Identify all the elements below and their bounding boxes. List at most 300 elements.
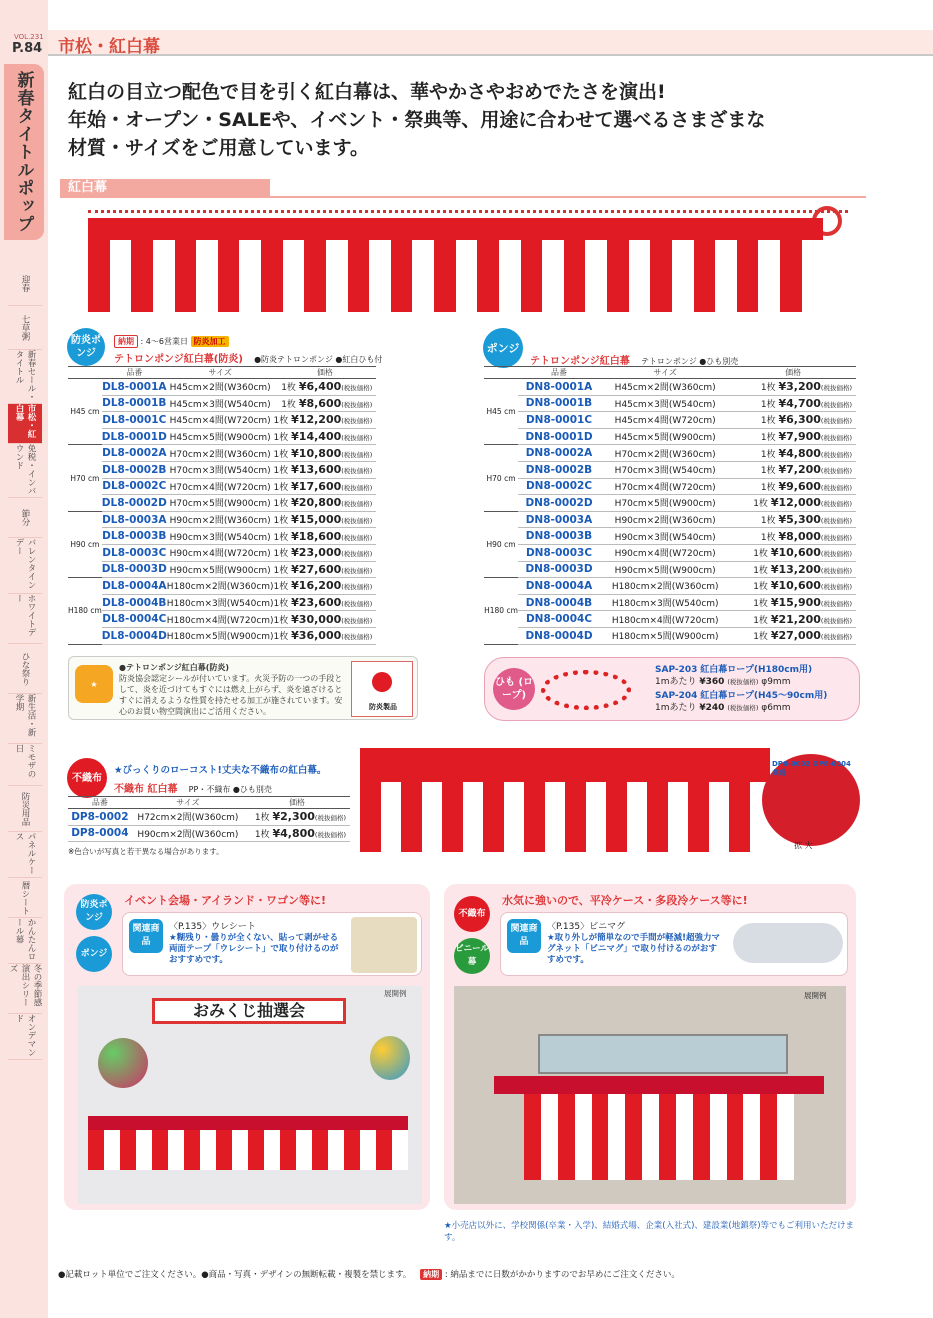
product-code: DL8-0002D	[102, 495, 167, 512]
lead-time-text: : 4〜6営業日	[140, 337, 188, 346]
price-value: ¥2,300	[272, 810, 315, 824]
price-tax: (税抜価格)	[341, 633, 373, 642]
sidebar-item-label: 節分	[20, 509, 30, 526]
product-size: H90cm×4間(W720cm)	[600, 544, 730, 561]
volume-label: VOL.231	[14, 33, 44, 41]
color-note: ※色合いが写真と若干異なる場合があります。	[68, 847, 224, 856]
rope-item-2	[655, 690, 827, 714]
table-header	[484, 367, 856, 379]
stripe	[504, 782, 525, 852]
product-code: DL8-0004D	[102, 627, 167, 644]
related-desc: ★糊残り・曇りが全くない、貼って剥がせる両面テープ「ウレシート」で取り付けるのがおすすめです。	[169, 933, 339, 965]
stripe	[483, 782, 504, 852]
product-price	[274, 611, 377, 628]
footer-lead-label: 納期	[420, 1269, 442, 1280]
stripe	[152, 1130, 168, 1170]
price-tax: (税抜価格)	[820, 616, 852, 625]
table-row	[484, 495, 856, 512]
flame-cert-caption: 防炎製品	[369, 703, 397, 711]
price-value: ¥4,800	[778, 446, 821, 460]
product-size: H70cm×4間(W720cm)	[167, 478, 274, 495]
product-code: DL8-0001C	[102, 412, 167, 429]
badge-flame-ponji-small: 防炎ポンジ	[76, 894, 112, 930]
stripe	[344, 1130, 360, 1170]
stripe	[650, 240, 672, 312]
lead-time-row	[114, 336, 229, 347]
price-value: ¥15,000	[291, 513, 342, 527]
flame-tag: 防炎加工	[191, 336, 229, 347]
lead-line: 紅白の目立つ配色で目を引く紅白幕は、華やかさやおめでたさを演出!	[68, 81, 666, 103]
sidebar-item-label: パネルケース	[14, 832, 36, 875]
stripe	[131, 240, 153, 312]
stripe	[585, 240, 607, 312]
product-size: H90cm×5間(W900cm)	[167, 561, 274, 578]
nonwoven-banner-image	[360, 748, 770, 782]
stripe	[412, 240, 434, 312]
usage-headline: イベント会場・アイランド・ワゴン等に!	[124, 894, 327, 907]
stripe	[261, 240, 283, 312]
product-name: 不織布 紅白幕	[114, 784, 178, 795]
table-row	[68, 495, 376, 512]
price-value: ¥16,200	[291, 579, 342, 593]
product-code: DN8-0001C	[518, 412, 600, 429]
table-row	[68, 412, 376, 429]
stripe	[524, 782, 545, 852]
zoom-image	[762, 754, 860, 846]
product-size: H90cm×4間(W720cm)	[167, 544, 274, 561]
price-unit: 1枚	[760, 449, 776, 460]
product-price	[274, 478, 377, 495]
stripe	[545, 782, 566, 852]
badge-nonwoven-small: 不織布	[454, 896, 490, 932]
table-row	[484, 611, 856, 628]
product-size: H45cm×2間(W360cm)	[167, 379, 274, 396]
stripe	[326, 240, 348, 312]
stripe	[688, 782, 709, 852]
stripe	[88, 240, 110, 312]
product-price	[274, 461, 377, 478]
table-row	[68, 578, 376, 595]
rope-name: 紅白幕ロープ(H45〜90cm用)	[700, 691, 828, 701]
stripe	[564, 240, 586, 312]
stripe	[328, 1130, 344, 1170]
sidebar-item[interactable]	[8, 832, 42, 878]
product-code: DN8-0001A	[518, 379, 600, 396]
stripe	[672, 240, 694, 312]
flame-cert-icon	[372, 672, 392, 692]
price-value: ¥7,200	[778, 463, 821, 477]
stripe	[456, 240, 478, 312]
table-row	[484, 461, 856, 478]
product-price	[730, 594, 856, 611]
stripe	[743, 1094, 760, 1180]
stripe	[110, 240, 132, 312]
product-code: DN8-0003D	[518, 561, 600, 578]
price-tax: (税抜価格)	[341, 517, 373, 526]
zoom-label: DP8-0002 DP8-0004共通	[772, 760, 851, 777]
product-size: H45cm×4間(W720cm)	[167, 412, 274, 429]
usage-right-panel	[444, 884, 856, 1210]
sidebar-item-label: 免税・インバウンド	[14, 444, 36, 495]
product-size: H90cm×2間(W360cm)	[132, 825, 244, 842]
stripe	[248, 1130, 264, 1170]
product-code: DN8-0001B	[518, 395, 600, 412]
kohaku-banner-stripes	[88, 240, 823, 312]
price-unit: 1枚	[760, 532, 776, 543]
sidebar-item[interactable]	[8, 262, 42, 306]
price-value: ¥10,600	[770, 546, 821, 560]
product-title-row	[530, 352, 738, 367]
sidebar-item[interactable]	[8, 498, 42, 538]
price-unit: 1枚	[281, 399, 296, 410]
product-size: H70cm×2間(W360cm)	[167, 445, 274, 462]
stripe	[477, 240, 499, 312]
header-cell: サイズ	[132, 797, 244, 809]
product-spec: PP・不織布 ●ひも別売	[188, 785, 272, 794]
sidebar-item-label: バレンタインデー	[14, 538, 36, 589]
sidebar-item[interactable]	[8, 594, 42, 644]
price-value: ¥21,200	[770, 612, 821, 626]
table-row	[68, 809, 350, 826]
price-value: ¥5,300	[778, 513, 821, 527]
stripe	[381, 782, 402, 852]
header-cell: 価格	[730, 367, 856, 379]
header-cell	[484, 367, 518, 379]
product-price	[244, 825, 350, 842]
table-row	[68, 825, 350, 842]
price-unit: 1枚	[760, 482, 776, 493]
product-price	[274, 594, 377, 611]
price-value: ¥20,800	[291, 496, 342, 510]
price-unit: 1枚	[273, 549, 289, 560]
table-row	[68, 627, 376, 644]
price-value: ¥23,600	[291, 596, 342, 610]
product-code: DN8-0003A	[518, 511, 600, 528]
price-tax: (税抜価格)	[820, 384, 852, 393]
case-top-red	[494, 1076, 824, 1094]
product-title-row	[114, 350, 382, 365]
stripe	[360, 782, 381, 852]
sidebar-item[interactable]	[8, 964, 42, 1014]
product-price	[730, 578, 856, 595]
price-value: ¥3,200	[778, 380, 821, 394]
sidebar-item-label: 市松・紅白幕	[14, 404, 36, 438]
price-tax: (税抜価格)	[341, 450, 373, 459]
price-tax: (税抜価格)	[341, 467, 373, 476]
sidebar-item[interactable]	[8, 644, 42, 694]
price-value: ¥15,900	[770, 596, 821, 610]
table-row	[484, 412, 856, 429]
table-row	[68, 594, 376, 611]
stripe	[153, 240, 175, 312]
product-price	[274, 578, 377, 595]
badge-nonwoven: 不織布	[67, 758, 107, 798]
product-code: DL8-0002A	[102, 445, 167, 462]
rope-tax: (税抜価格)	[727, 678, 759, 686]
stripe	[780, 240, 802, 312]
sidebar-item[interactable]	[8, 744, 42, 786]
group-label: H45 cm	[484, 379, 518, 445]
product-size: H70cm×5間(W900cm)	[167, 495, 274, 512]
stripe	[422, 782, 443, 852]
group-label: H90 cm	[484, 511, 518, 577]
stripe	[758, 240, 780, 312]
price-tax: (税抜価格)	[820, 566, 852, 575]
rope-unit: 1mあたり	[655, 677, 697, 687]
balloons-image	[370, 1036, 410, 1080]
sidebar-item-label: 冬の季節感演出シリーズ	[8, 964, 42, 1007]
product-code: DN8-0004C	[518, 611, 600, 628]
stripe	[264, 1130, 280, 1170]
event-photo	[78, 986, 422, 1204]
rope-code: SAP-204	[655, 691, 698, 701]
stripe	[737, 240, 759, 312]
stripe	[676, 1094, 693, 1180]
sidebar-item[interactable]	[8, 694, 42, 744]
price-unit: 1枚	[760, 383, 776, 394]
price-value: ¥12,000	[770, 496, 821, 510]
price-unit: 1枚	[273, 482, 289, 493]
usage-left-panel	[64, 884, 430, 1210]
sidebar-item[interactable]	[8, 444, 42, 498]
sidebar-item[interactable]	[8, 306, 42, 350]
sidebar-item[interactable]	[8, 918, 42, 964]
stripe	[463, 782, 484, 852]
product-price	[730, 544, 856, 561]
table-row	[68, 395, 376, 412]
price-value: ¥13,600	[291, 463, 342, 477]
sidebar-item[interactable]	[8, 878, 42, 918]
price-tax: (税抜価格)	[820, 533, 852, 542]
example-label: 展開例	[384, 989, 407, 998]
price-table-nonwoven	[68, 796, 350, 842]
price-value: ¥10,600	[770, 579, 821, 593]
binimag-image	[733, 923, 843, 963]
stripe	[283, 240, 305, 312]
counter-top	[88, 1116, 408, 1130]
sidebar-item-label: 七草粥	[20, 314, 30, 341]
product-size: H90cm×2間(W360cm)	[600, 511, 730, 528]
stripe	[710, 1094, 727, 1180]
nonwoven-banner-stripes	[360, 782, 770, 852]
badge-vinyl: ビニール幕	[454, 938, 490, 974]
footer-text: ●記載ロット単位でご注文ください。●商品・写真・デザインの無断転載・複製を禁じます。	[58, 1270, 412, 1280]
related-desc: ★取り外しが簡単なので手間が軽減!超強力マグネット「ビニマグ」で取り付けるのがおすすめです。	[547, 933, 720, 965]
product-price	[274, 428, 377, 445]
price-tax: (税抜価格)	[341, 600, 373, 609]
banner-rope	[88, 210, 848, 216]
stripe	[606, 782, 627, 852]
product-size: H70cm×5間(W900cm)	[600, 495, 730, 512]
product-size: H70cm×3間(W540cm)	[167, 461, 274, 478]
product-size: H72cm×2間(W360cm)	[132, 809, 244, 826]
sidebar-item[interactable]	[8, 404, 42, 444]
product-price	[274, 395, 377, 412]
table-row	[484, 544, 856, 561]
price-value: ¥12,200	[291, 413, 342, 427]
product-size: H45cm×4間(W720cm)	[600, 412, 730, 429]
price-unit: 1枚	[760, 516, 776, 527]
price-tax: (税抜価格)	[820, 483, 852, 492]
product-code: DL8-0001B	[102, 395, 167, 412]
stripe	[360, 1130, 376, 1170]
product-code: DL8-0004A	[102, 578, 167, 595]
stripe	[175, 240, 197, 312]
sidebar-item[interactable]	[8, 786, 42, 832]
product-code: DN8-0001D	[518, 428, 600, 445]
stripe	[760, 1094, 777, 1180]
table-row	[68, 611, 376, 628]
product-name: テトロンポンジ紅白幕	[530, 356, 630, 367]
page-number: P.84	[12, 41, 43, 56]
section-label: 紅白幕	[60, 179, 270, 197]
sidebar-item-label: ホワイトデー	[14, 594, 36, 637]
badge-flame-ponji: 防炎ポンジ	[67, 328, 105, 366]
product-code: DL8-0004B	[102, 594, 167, 611]
product-size: H90cm×2間(W360cm)	[167, 511, 274, 528]
sidebar-item[interactable]	[8, 350, 42, 404]
price-tax: (税抜価格)	[820, 400, 852, 409]
stripe	[586, 782, 607, 852]
product-spec: テトロンポンジ ●ひも別売	[640, 357, 739, 366]
product-size: H180cm×3間(W540cm)	[167, 594, 274, 611]
product-size: H45cm×2間(W360cm)	[600, 379, 730, 396]
price-tax: (税抜価格)	[341, 400, 373, 409]
price-unit: 1枚	[273, 632, 289, 643]
stripe	[136, 1130, 152, 1170]
lead-time-label: 納期	[114, 335, 138, 348]
product-code: DN8-0003B	[518, 528, 600, 545]
price-value: ¥4,700	[778, 396, 821, 410]
price-tax: (税抜価格)	[341, 384, 373, 393]
kohaku-banner-image	[88, 218, 823, 240]
header-cell: サイズ	[600, 367, 730, 379]
stripe	[777, 1094, 794, 1180]
price-unit: 1枚	[273, 565, 289, 576]
sidebar-item[interactable]	[8, 1014, 42, 1060]
product-size: H70cm×3間(W540cm)	[600, 461, 730, 478]
product-code: DN8-0002D	[518, 495, 600, 512]
product-price	[730, 511, 856, 528]
product-size: H90cm×5間(W900cm)	[600, 561, 730, 578]
rope-price: ¥240	[699, 703, 725, 713]
group-label: H90 cm	[68, 511, 102, 577]
related-box	[500, 912, 848, 976]
stripe	[647, 782, 668, 852]
product-price	[730, 478, 856, 495]
header-cell: 品番	[518, 367, 600, 379]
price-value: ¥23,000	[291, 546, 342, 560]
rope-image	[541, 670, 631, 710]
price-unit: 1枚	[753, 565, 768, 576]
price-unit: 1枚	[273, 499, 289, 510]
price-tax: (税抜価格)	[341, 434, 373, 443]
related-ref: 〈P.135〉ビニマグ	[547, 922, 626, 932]
stripe	[694, 240, 716, 312]
product-size: H180cm×5間(W900cm)	[167, 627, 274, 644]
related-ref: 〈P.135〉ウレシート	[169, 922, 256, 932]
rope-tax: (税抜価格)	[727, 704, 759, 712]
group-label: H180 cm	[484, 578, 518, 644]
header-cell	[68, 367, 102, 379]
price-tax: (税抜価格)	[341, 616, 373, 625]
rope-diameter: φ9mm	[761, 677, 791, 687]
group-label: H45 cm	[68, 379, 102, 445]
table-row	[484, 478, 856, 495]
price-tax: (税抜価格)	[820, 550, 852, 559]
product-code: DN8-0004D	[518, 627, 600, 644]
zoom-caption: 拡 大	[794, 841, 813, 850]
product-code: DL8-0003A	[102, 511, 167, 528]
product-size: H180cm×5間(W900cm)	[600, 627, 730, 644]
footer-text: : 納品までに日数がかかりますのでお早めにご注文ください。	[444, 1270, 680, 1280]
counter-kohaku-stripes	[88, 1130, 408, 1170]
rope-code: SAP-203	[655, 665, 698, 675]
stripe	[542, 240, 564, 312]
price-unit: 1枚	[254, 813, 270, 824]
product-price	[730, 428, 856, 445]
price-unit: 1枚	[753, 632, 768, 643]
table-row	[484, 627, 856, 644]
price-tax: (税抜価格)	[341, 583, 373, 592]
sidebar-item[interactable]	[8, 538, 42, 594]
price-unit: 1枚	[273, 599, 289, 610]
rope-badge: ひも (ロープ)	[493, 668, 535, 710]
price-value: ¥36,000	[291, 629, 342, 643]
stripe	[629, 240, 651, 312]
product-code: DN8-0002B	[518, 461, 600, 478]
price-unit: 1枚	[281, 383, 296, 394]
price-tax: (税抜価格)	[820, 517, 852, 526]
rope-item-1	[655, 664, 812, 688]
product-price	[274, 379, 377, 396]
price-value: ¥18,600	[291, 529, 342, 543]
product-price	[730, 528, 856, 545]
sidebar-item-label: ミモザの日	[14, 744, 36, 778]
lead-line: 年始・オープン・SALEや、イベント・祭典等、用途に合わせて選べるさまざまな	[68, 109, 766, 131]
price-unit: 1枚	[273, 582, 289, 593]
product-size: H70cm×2間(W360cm)	[600, 445, 730, 462]
flame-certificate-label	[351, 661, 413, 717]
price-table-left	[68, 366, 376, 645]
stripe	[608, 1094, 625, 1180]
price-tax: (税抜価格)	[314, 830, 346, 839]
group-label: H70 cm	[68, 445, 102, 511]
stripe	[729, 782, 750, 852]
example-label: 展開例	[804, 991, 827, 1000]
product-code: DN8-0002C	[518, 478, 600, 495]
product-size: H180cm×4間(W720cm)	[167, 611, 274, 628]
price-value: ¥30,000	[291, 612, 342, 626]
table-row	[484, 528, 856, 545]
stripe	[693, 1094, 710, 1180]
price-unit: 1枚	[273, 615, 289, 626]
product-size: H180cm×2間(W360cm)	[600, 578, 730, 595]
table-row	[68, 528, 376, 545]
product-code: DL8-0002B	[102, 461, 167, 478]
product-name: テトロンポンジ紅白幕(防炎)	[114, 354, 243, 365]
stripe	[521, 240, 543, 312]
product-size: H180cm×2間(W360cm)	[167, 578, 274, 595]
related-badge: 関連商品	[129, 919, 163, 953]
price-tax: (税抜価格)	[341, 417, 373, 426]
product-code: DN8-0004A	[518, 578, 600, 595]
group-label: H180 cm	[68, 578, 102, 644]
table-row	[484, 578, 856, 595]
price-value: ¥9,600	[778, 479, 821, 493]
price-tax: (税抜価格)	[820, 467, 852, 476]
product-code: DN8-0002A	[518, 445, 600, 462]
